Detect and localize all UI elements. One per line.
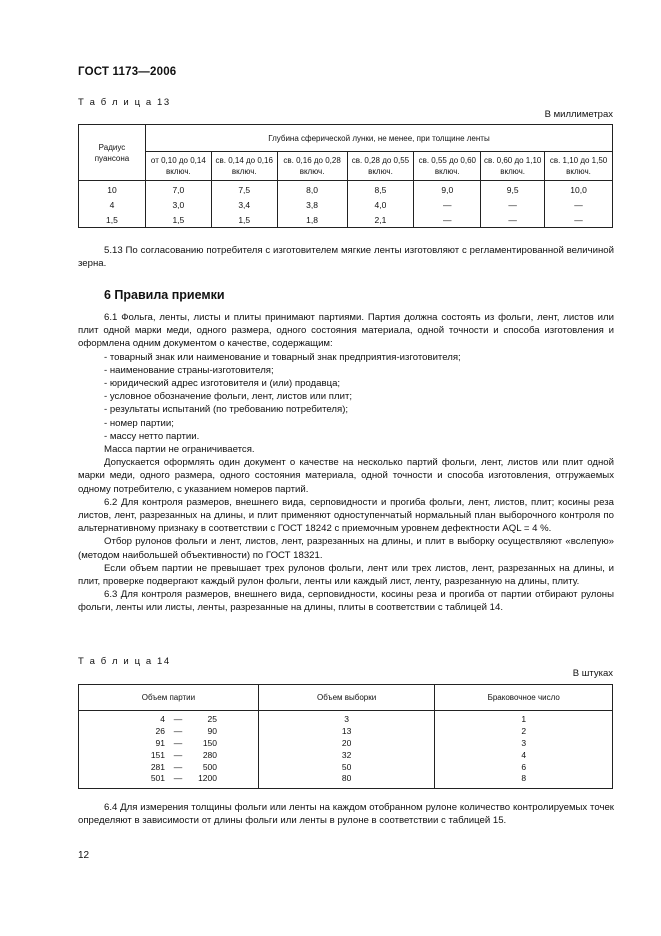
lot-range-dash: — (173, 714, 183, 725)
table14-reject-cell: 4 (435, 749, 613, 761)
clause-6-1: 6.1 Фольга, ленты, листы и плиты принимают партиями. Партия должна состоять из фольги, лент, листов или плит одной марки меди, одного размера, одного состояния материала, одной точности и способа изготовления и оформлена одним документом о качестве, содержащим: (78, 312, 614, 350)
table13-value-cell: — (481, 212, 545, 228)
table-row (79, 181, 613, 198)
list-item: - условное обозначение фольги, лент, листов или плит; (104, 391, 353, 403)
list-item: - результаты испытаний (по требованию потребителя); (104, 404, 349, 416)
table14-sample-cell: 32 (258, 749, 435, 761)
table13-radius-cell: 4 (79, 197, 146, 212)
table13-value-cell: 7,5 (211, 181, 277, 198)
table14-reject-cell: 6 (435, 761, 613, 773)
lot-range-to: 1200 (198, 773, 217, 784)
table-row (79, 761, 613, 773)
table14-reject-cell: 3 (435, 738, 613, 750)
section-title: 6 Правила приемки (104, 288, 225, 302)
table13-value-cell: 9,0 (414, 181, 481, 198)
lot-range-to: 25 (207, 714, 217, 725)
lot-range-from: 26 (155, 726, 165, 737)
table14 (78, 684, 613, 789)
lot-range-to: 90 (207, 726, 217, 737)
clause-6-4 (78, 801, 614, 827)
table13-column-header: св. 0,28 до 0,55 включ. (347, 152, 414, 181)
lot-range (79, 726, 217, 737)
mass-note: Масса партии не ограничивается. (104, 444, 255, 456)
table-row (79, 197, 613, 212)
table14-lot-cell (79, 749, 259, 761)
lot-range (79, 714, 217, 725)
table13-value-cell: 4,0 (347, 197, 414, 212)
lot-range (79, 773, 217, 784)
table13-unit: В миллиметрах (544, 109, 613, 120)
table14-sample-cell: 80 (258, 773, 435, 788)
list-item: - номер партии; (104, 417, 174, 429)
table-row (79, 749, 613, 761)
clause-6-3: 6.3 Для контроля размеров, внешнего вида, серповидности, косины реза и прогиба от партии отбирают рулоны фольги, ленты или листы, ленты, разрезанные на длины, плиты в соответствии с таблицей 14. (78, 589, 614, 614)
clause-6-2: 6.2 Для контроля размеров, внешнего вида, серповидности и прогиба фольги, лент, листов, плит; косины реза листов, лент, разрезанных на длины, и плит применяют одноступенчатый нормальный план выборочного контроля по альтернативному признаку в соответствии с ГОСТ 18242 с приемочным уровнем дефектности AQL = 4 %. (78, 496, 614, 535)
table14-reject-cell: 8 (435, 773, 613, 788)
table13-column-header: св. 0,14 до 0,16 включ. (211, 152, 277, 181)
table-row (79, 738, 613, 750)
section6-body (78, 311, 614, 615)
table13-column-header: от 0,10 до 0,14 включ. (145, 152, 211, 181)
document-header: ГОСТ 1173—2006 (78, 66, 177, 78)
table13-group-header: Глубина сферической лунки, не менее, при толщине ленты (145, 125, 612, 152)
lot-range-to: 280 (202, 749, 217, 760)
table14-lot-cell (79, 738, 259, 750)
lot-range-from: 4 (160, 714, 165, 725)
table13 (78, 124, 613, 228)
table14-sample-cell: 3 (258, 711, 435, 726)
lot-range-to: 500 (202, 761, 217, 772)
table13-radius-cell: 10 (79, 181, 146, 198)
sampling-paragraph: Отбор рулонов фольги и лент, листов, лент, разрезанных на длины, и плит в выборку осуществляют «вслепую» (методом наибольшей объективности) по ГОСТ 18321. (78, 536, 614, 561)
table13-caption: Т а б л и ц а 13 (78, 97, 171, 108)
table13-radius-header: Радиус пуансона (79, 125, 146, 181)
table14-sample-cell: 50 (258, 761, 435, 773)
lot-range-dash: — (173, 737, 183, 748)
table14-caption: Т а б л и ц а 14 (78, 656, 171, 667)
document-content-list (78, 351, 614, 443)
lot-range (79, 750, 217, 761)
table-row (79, 212, 613, 228)
list-item: - наименование страны-изготовителя; (104, 364, 274, 376)
list-item: - юридический адрес изготовителя и (или) продавца; (104, 378, 341, 390)
lot-range-from: 91 (155, 737, 165, 748)
table13-column-header: св. 0,60 до 1,10 включ. (481, 152, 545, 181)
clause-5-13 (78, 244, 614, 270)
lot-range-from: 281 (150, 761, 165, 772)
table14-header-reject: Браковочное число (435, 685, 613, 711)
table13-value-cell: — (481, 197, 545, 212)
table-row (79, 711, 613, 726)
table13-value-cell: 8,5 (347, 181, 414, 198)
table13-column-header: св. 1,10 до 1,50 включ. (545, 152, 613, 181)
table13-column-header: св. 0,16 до 0,28 включ. (277, 152, 347, 181)
list-item: - массу нетто партии. (104, 430, 200, 442)
table13-value-cell: 9,5 (481, 181, 545, 198)
table14-sample-cell: 13 (258, 726, 435, 738)
table13-radius-cell: 1,5 (79, 212, 146, 228)
lot-range-dash: — (173, 749, 183, 760)
table14-reject-cell: 1 (435, 711, 613, 726)
lot-range-dash: — (173, 726, 183, 737)
table-row (79, 773, 613, 788)
table13-value-cell: 2,1 (347, 212, 414, 228)
table13-value-cell: 7,0 (145, 181, 211, 198)
lot-range-dash: — (173, 773, 183, 784)
table13-column-header: св. 0,55 до 0,60 включ. (414, 152, 481, 181)
table14-unit: В штуках (572, 668, 613, 679)
table13-value-cell: 1,8 (277, 212, 347, 228)
lot-range (79, 762, 217, 773)
table14-header-lot: Объем партии (79, 685, 259, 711)
table13-value-cell: 10,0 (545, 181, 613, 198)
table14-lot-cell (79, 761, 259, 773)
lot-range-from: 151 (150, 749, 165, 760)
table13-value-cell: — (414, 197, 481, 212)
table13-value-cell: — (545, 197, 613, 212)
table14-lot-cell (79, 711, 259, 726)
lot-range-from: 501 (150, 773, 165, 784)
table13-value-cell: 1,5 (145, 212, 211, 228)
clause-6-4-text: 6.4 Для измерения толщины фольги или ленты на каждом отобранном рулоне количество контролируемых точек определяют в зависимости от длины фольги или ленты в рулоне в соответствии с таблицей 15. (78, 802, 614, 827)
lot-range-dash: — (173, 761, 183, 772)
allowed-paragraph: Допускается оформлять один документ о качестве на несколько партий фольги, лент, листов или плит одной марки меди, одного размера, одного состояния материала, одной точности и способа изготовления, отгружаемых одному потребителю, с указанием номеров партий. (78, 457, 614, 495)
small-lot-paragraph: Если объем партии не превышает трех рулонов фольги, лент или трех листов, лент, разрезанных на длины, и плит, проверке подвергают каждый рулон фольги, ленты или каждый лист, ленту, разрезанную на длины, плиту. (78, 562, 614, 588)
table-row (79, 726, 613, 738)
table13-value-cell: 1,5 (211, 212, 277, 228)
table13-value-cell: 3,0 (145, 197, 211, 212)
table14-lot-cell (79, 726, 259, 738)
table13-value-cell: 3,8 (277, 197, 347, 212)
table14-lot-cell (79, 773, 259, 788)
table14-sample-cell: 20 (258, 738, 435, 750)
list-item: - товарный знак или наименование и товарный знак предприятия-изготовителя; (104, 351, 461, 363)
table14-header-sample: Объем выборки (258, 685, 435, 711)
lot-range-to: 150 (202, 737, 217, 748)
table13-value-cell: — (414, 212, 481, 228)
table13-value-cell: 3,4 (211, 197, 277, 212)
table14-reject-cell: 2 (435, 726, 613, 738)
table13-value-cell: — (545, 212, 613, 228)
clause-5-13-text: 5.13 По согласованию потребителя с изготовителем мягкие ленты изготовляют с регламентированной величиной зерна. (78, 245, 614, 270)
page-number: 12 (78, 850, 90, 861)
table13-value-cell: 8,0 (277, 181, 347, 198)
lot-range (79, 738, 217, 749)
